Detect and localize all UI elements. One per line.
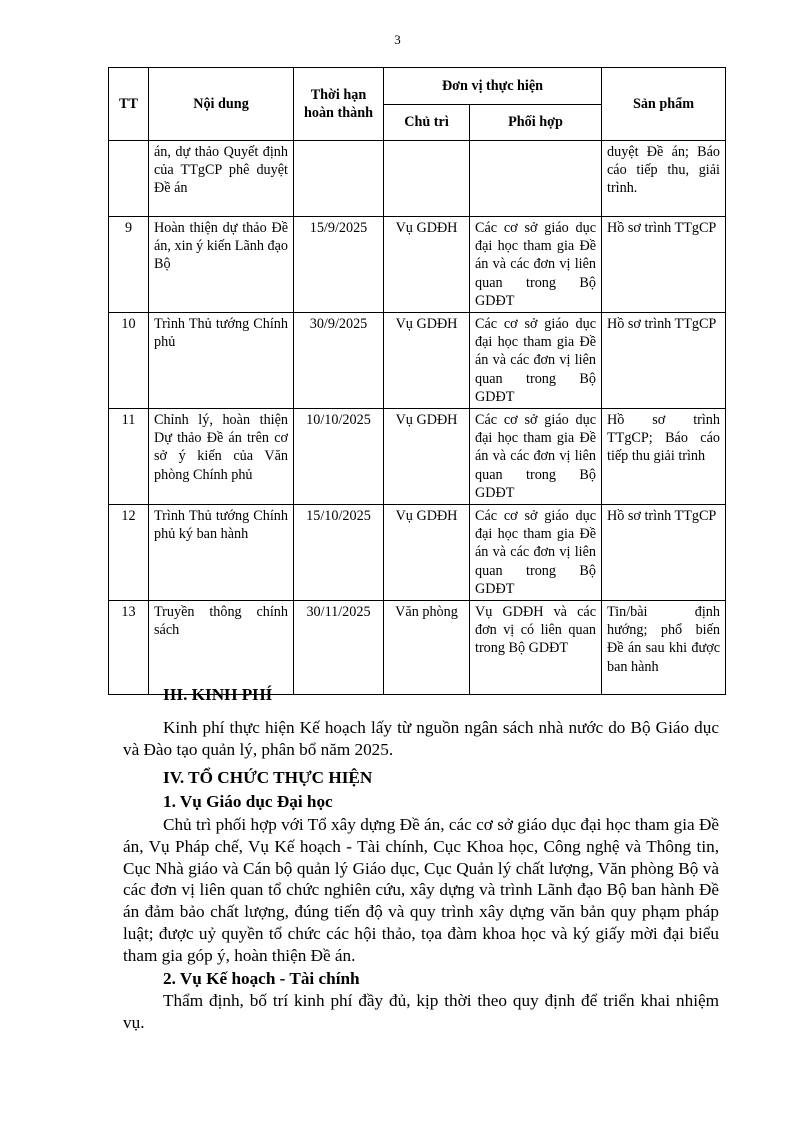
header-lead: Chủ trì	[384, 105, 470, 141]
cell-product: Hồ sơ trình TTgCP; Báo cáo tiếp thu giải trình	[602, 409, 726, 505]
cell-tt: 13	[109, 601, 149, 695]
cell-content: Trình Thủ tướng Chính phủ	[149, 313, 294, 409]
cell-deadline: 30/11/2025	[294, 601, 384, 695]
cell-product: Hồ sơ trình TTgCP	[602, 217, 726, 313]
cell-lead: Vụ GDĐH	[384, 217, 470, 313]
cell-lead: Vụ GDĐH	[384, 409, 470, 505]
header-coop: Phối hợp	[470, 105, 602, 141]
cell-content: Chỉnh lý, hoàn thiện Dự thảo Đề án trên cơ sở ý kiến của Văn phòng Chính phủ	[149, 409, 294, 505]
cell-deadline: 15/9/2025	[294, 217, 384, 313]
cell-coop: Vụ GDĐH và các đơn vị có liên quan trong Bộ GDĐT	[470, 601, 602, 695]
cell-product: Hồ sơ trình TTgCP	[602, 313, 726, 409]
section-heading-implementation: IV. TỔ CHỨC THỰC HIỆN	[163, 768, 373, 787]
cell-product: Hồ sơ trình TTgCP	[602, 505, 726, 601]
table-row	[109, 409, 726, 505]
budget-paragraph	[123, 717, 719, 761]
section-heading-budget: III. KINH PHÍ	[163, 685, 273, 704]
cell-tt: 9	[109, 217, 149, 313]
cell-content: Hoàn thiện dự thảo Đề án, xin ý kiến Lãnh đạo Bộ	[149, 217, 294, 313]
table-row	[109, 505, 726, 601]
higher-education-text: Chủ trì phối hợp với Tổ xây dựng Đề án, các cơ sở giáo dục đại học tham gia Đề án, Vụ Pháp chế, Vụ Kế hoạch - Tài chính, Cục Khoa học, Công nghệ và Thông tin, Cục Nhà giáo và Cán bộ quản lý Giáo dục, Cục Quản lý chất lượng, Văn phòng Bộ và các đơn vị liên quan tổ chức nghiên cứu, xây dựng và trình Lãnh đạo Bộ ban hành Đề án đảm bảo chất lượng, đúng tiến độ và quy trình xây dựng văn bản quy phạm pháp luật; được uỷ quyền tổ chức các hội thảo, tọa đàm khoa học và ký giấy mời đại biểu tham gia góp ý, hoàn thiện Đề án.	[123, 815, 719, 965]
planning-finance-text: Thẩm định, bố trí kinh phí đầy đủ, kịp thời theo quy định để triển khai nhiệm vụ.	[123, 991, 719, 1032]
cell-coop: Các cơ sở giáo dục đại học tham gia Đề án và các đơn vị liên quan trong Bộ GDĐT	[470, 313, 602, 409]
table-row	[109, 217, 726, 313]
header-unit: Đơn vị thực hiện	[384, 68, 602, 105]
cell-tt: 10	[109, 313, 149, 409]
cell-tt	[109, 141, 149, 217]
cell-deadline: 30/9/2025	[294, 313, 384, 409]
cell-lead: Vụ GDĐH	[384, 313, 470, 409]
subheading-planning-finance: 2. Vụ Kế hoạch - Tài chính	[163, 969, 360, 988]
cell-lead: Văn phòng	[384, 601, 470, 695]
cell-product: Tin/bài định hướng; phổ biến Đề án sau khi được ban hành	[602, 601, 726, 695]
cell-content: Trình Thủ tướng Chính phủ ký ban hành	[149, 505, 294, 601]
plan-table	[108, 67, 726, 695]
cell-deadline: 10/10/2025	[294, 409, 384, 505]
header-tt: TT	[109, 68, 149, 141]
cell-lead	[384, 141, 470, 217]
cell-content: án, dự thảo Quyết định của TTgCP phê duyệt Đề án	[149, 141, 294, 217]
planning-finance-paragraph	[123, 990, 719, 1034]
cell-tt: 11	[109, 409, 149, 505]
page-number: 3	[394, 32, 401, 47]
table-row	[109, 601, 726, 695]
cell-content: Truyền thông chính sách	[149, 601, 294, 695]
cell-lead: Vụ GDĐH	[384, 505, 470, 601]
header-deadline: Thời hạn hoàn thành	[294, 68, 384, 141]
cell-product: duyệt Đề án; Báo cáo tiếp thu, giải trình.	[602, 141, 726, 217]
cell-deadline: 15/10/2025	[294, 505, 384, 601]
header-product: Sản phẩm	[602, 68, 726, 141]
table-row	[109, 141, 726, 217]
header-content: Nội dung	[149, 68, 294, 141]
cell-coop: Các cơ sở giáo dục đại học tham gia Đề án và các đơn vị liên quan trong Bộ GDĐT	[470, 217, 602, 313]
cell-deadline	[294, 141, 384, 217]
table-row	[109, 313, 726, 409]
cell-coop	[470, 141, 602, 217]
subheading-higher-education: 1. Vụ Giáo dục Đại học	[163, 792, 333, 811]
cell-coop: Các cơ sở giáo dục đại học tham gia Đề án và các đơn vị liên quan trong Bộ GDĐT	[470, 409, 602, 505]
cell-coop: Các cơ sở giáo dục đại học tham gia Đề án và các đơn vị liên quan trong Bộ GDĐT	[470, 505, 602, 601]
budget-text: Kinh phí thực hiện Kế hoạch lấy từ nguồn ngân sách nhà nước do Bộ Giáo dục và Đào tạo quản lý, phân bổ năm 2025.	[123, 718, 719, 759]
cell-tt: 12	[109, 505, 149, 601]
higher-education-paragraph	[123, 814, 719, 967]
